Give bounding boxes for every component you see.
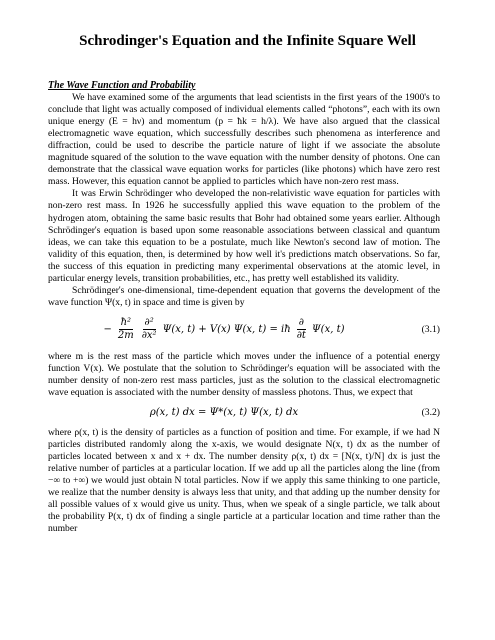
eq1-prefix: −	[103, 323, 112, 335]
equation-3-2	[48, 402, 440, 424]
paragraph-3: Schrödinger's one-dimensional, time-dependent equation that governs the development of the wave function Ψ(x, t) in space and time is given by	[48, 284, 440, 308]
eq2-number: (3.2)	[421, 407, 440, 419]
eq1-frac2-den: ∂x²	[141, 330, 157, 342]
eq2-body: ρ(x, t) dx = Ψ*(x, t) Ψ(x, t) dx	[149, 407, 299, 419]
eq1-frac-partial-x	[140, 317, 159, 342]
equation-3-1	[48, 312, 440, 348]
paragraph-4: where m is the rest mass of the particle which moves under the influence of a potential energy function V(x). We postulate that the solution to Schrödinger's equation will be associated with the number density of non-zero rest mass particles, just as the solution to the classical electromagnetic wave equation is associated with the number density of massless photons. Thus, we expect that	[48, 350, 440, 399]
body-text	[48, 80, 440, 536]
eq1-frac1-den: 2m	[117, 330, 134, 342]
eq1-middle: Ψ(x, t) + V(x) Ψ(x, t) = iħ	[162, 323, 291, 335]
eq1-frac-partial-t	[295, 317, 308, 342]
eq1-frac3-num: ∂	[298, 317, 304, 329]
document-title: Schrodinger's Equation and the Infinite Square Well	[79, 33, 416, 49]
section-heading: The Wave Function and Probability	[48, 80, 196, 91]
paragraph-2: It was Erwin Schrödinger who developed the non-relativistic wave equation for particles with non-zero rest mass. In 1926 he successfully applied this wave equation to the problem of the hydrogen atom, obtaining the same basic results that Bohr had obtained some years earlier. Although Schrödinger's equation is based upon some reasonable associations between classical and quantum ideas, we can take this equation to be a postulate, much like Newton's second law of motion. The validity of this equation, then, is determined by how well it's predictions match observations. So far, the success of this equation in predicting many experimental observations at the atomic level, in particular energy levels, transition probabilities, etc., has pretty well established its validity.	[48, 188, 440, 284]
eq1-frac-hbar	[116, 317, 136, 342]
eq1-suffix: Ψ(x, t)	[311, 323, 345, 335]
eq1-frac1-num: ħ²	[120, 317, 132, 329]
paragraph-1: We have examined some of the arguments that lead scientists in the first years of the 1900's to conclude that light was actually composed of individual elements called “photons”, each with its own unique energy (E = hν) and momentum (p = ħk = h/λ). We have also argued that the classical electromagnetic wave equation, which successfully describes such phenomena as interference and diffraction, could be used to describe the particle nature of light if we associate the absolute magnitude squared of the solution to the wave equation with the number density of photons. One can demonstrate that the classical wave equation works for particles (like photons) which have zero rest mass. However, this equation cannot be applied to particles which have non-zero rest mass.	[48, 92, 440, 188]
eq1-frac3-den: ∂t	[296, 330, 306, 342]
eq1-number: (3.1)	[421, 323, 440, 335]
eq1-frac2-num: ∂²	[144, 317, 154, 329]
paragraph-5: where ρ(x, t) is the density of particles as a function of position and time. For example, if we had N particles distributed randomly along the x-axis, we would designate N(x, t) dx as the number of particles located between x and x + dx. The number density ρ(x, t) dx = [N(x, t)/N] dx is just the relative number of particles at a particular location. If we add up all the particles along the line (from −∞ to +∞) we would just obtain N total particles. Now if we apply this same thinking to one particle, we realize that the number density is always less that unity, and that adding up the number density for all possible values of x would give us unity. Thus, when we speak of a single particle, we talk about the probability P(x, t) dx of finding a single particle at a particular location and time rather than the number	[48, 427, 440, 535]
